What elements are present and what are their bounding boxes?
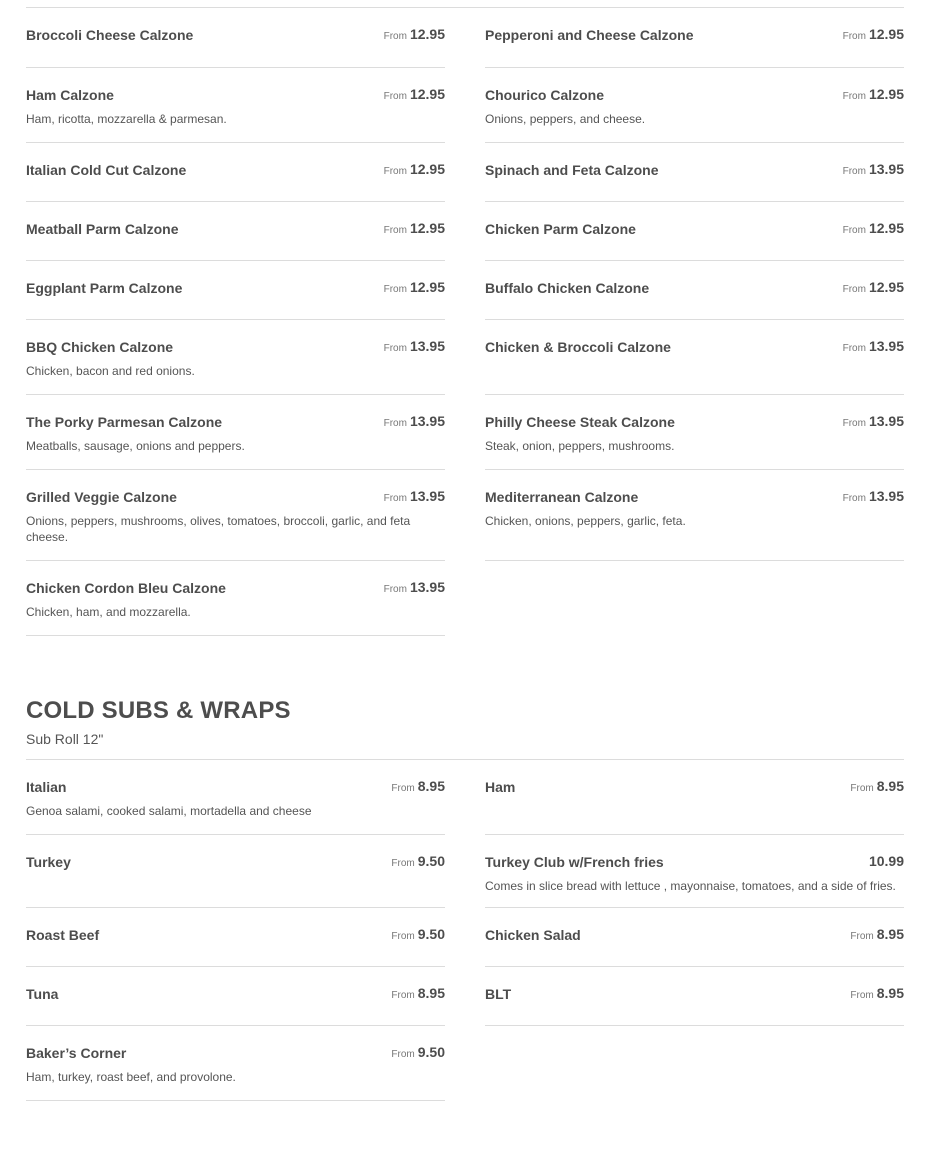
menu-item-price <box>384 86 445 105</box>
price-value: 8.95 <box>876 926 904 942</box>
menu-item[interactable] <box>26 967 445 1026</box>
menu-item-name: Roast Beef <box>26 927 100 943</box>
menu-item[interactable] <box>26 68 445 143</box>
menu-item-price <box>391 1044 445 1063</box>
menu-item-price <box>850 778 904 797</box>
menu-item-description: Onions, peppers, mushrooms, olives, tomatoes, broccoli, garlic, and feta cheese. <box>26 514 411 544</box>
cold-subs-section <box>26 697 904 1101</box>
menu-item-price <box>843 338 904 357</box>
menu-item-name: Grilled Veggie Calzone <box>26 489 177 505</box>
menu-item[interactable] <box>26 261 445 320</box>
price-from-label: From <box>842 343 866 354</box>
menu-item-price <box>391 778 445 797</box>
price-value: 12.95 <box>409 161 445 177</box>
price-value: 12.95 <box>868 86 904 102</box>
price-value: 9.50 <box>417 853 445 869</box>
menu-item-price <box>843 26 904 45</box>
menu-item[interactable] <box>26 561 445 636</box>
menu-item-description: Meatballs, sausage, onions and peppers. <box>26 439 245 453</box>
price-value: 13.95 <box>868 488 904 504</box>
price-value: 8.95 <box>417 778 445 794</box>
calzone-section <box>26 0 904 636</box>
cold-subs-column-left <box>26 760 445 1101</box>
menu-item-name: Turkey Club w/French fries <box>485 854 664 870</box>
menu-item-name: Turkey <box>26 854 71 870</box>
menu-item[interactable] <box>485 8 904 68</box>
menu-item-description: Chicken, onions, peppers, garlic, feta. <box>485 514 686 528</box>
menu-item-price <box>843 488 904 507</box>
menu-item-description: Ham, turkey, roast beef, and provolone. <box>26 1070 236 1084</box>
menu-item-description: Comes in slice bread with lettuce , mayonnaise, tomatoes, and a side of fries. <box>485 879 896 893</box>
menu-item-name: Chicken Salad <box>485 927 581 943</box>
price-value: 13.95 <box>409 338 445 354</box>
price-from-label: From <box>842 225 866 236</box>
price-value: 13.95 <box>868 338 904 354</box>
cold-subs-column-right <box>485 760 904 1101</box>
price-value: 12.95 <box>409 26 445 42</box>
price-from-label: From <box>383 284 407 295</box>
price-from-label: From <box>850 931 874 942</box>
price-value: 13.95 <box>868 413 904 429</box>
price-value: 9.50 <box>417 1044 445 1060</box>
menu-item-price <box>384 220 445 239</box>
price-from-label: From <box>383 418 407 429</box>
menu-item[interactable] <box>26 395 445 470</box>
menu-item-description: Chicken, ham, and mozzarella. <box>26 605 191 619</box>
price-value: 12.95 <box>868 220 904 236</box>
menu-item[interactable] <box>485 202 904 261</box>
menu-item-price <box>384 488 445 507</box>
price-value: 13.95 <box>409 488 445 504</box>
menu-item-description: Genoa salami, cooked salami, mortadella and cheese <box>26 804 312 818</box>
price-from-label: From <box>842 166 866 177</box>
price-value: 12.95 <box>409 220 445 236</box>
price-from-label: From <box>391 858 415 869</box>
menu-item[interactable] <box>485 967 904 1026</box>
price-from-label: From <box>383 584 407 595</box>
price-from-label: From <box>391 783 415 794</box>
menu-item-price <box>384 338 445 357</box>
menu-item[interactable] <box>26 8 445 68</box>
menu-item-name: Tuna <box>26 986 59 1002</box>
price-value: 12.95 <box>868 279 904 295</box>
menu-item-name: Ham <box>485 779 516 795</box>
menu-item-price <box>843 161 904 180</box>
menu-item-name: Baker’s Corner <box>26 1045 127 1061</box>
menu-item-name: Ham Calzone <box>26 87 114 103</box>
menu-item-price <box>384 279 445 298</box>
calzone-column-right <box>485 8 904 636</box>
menu-item-price <box>843 279 904 298</box>
menu-item-description: Chicken, bacon and red onions. <box>26 364 195 378</box>
menu-item[interactable] <box>26 202 445 261</box>
price-from-label: From <box>842 284 866 295</box>
section-title: COLD SUBS & WRAPS <box>26 697 291 724</box>
price-value: 13.95 <box>409 579 445 595</box>
price-from-label: From <box>842 91 866 102</box>
menu-item-name: BBQ Chicken Calzone <box>26 339 174 355</box>
menu-item-price <box>843 220 904 239</box>
menu-item-name: Meatball Parm Calzone <box>26 221 179 237</box>
price-from-label: From <box>842 493 866 504</box>
menu-item[interactable] <box>485 908 904 967</box>
price-from-label: From <box>842 418 866 429</box>
price-value: 12.95 <box>409 279 445 295</box>
section-subtitle: Sub Roll 12" <box>26 731 104 747</box>
menu-item-price <box>391 926 445 945</box>
price-value: 8.95 <box>417 985 445 1001</box>
menu-item-name: Chourico Calzone <box>485 87 605 103</box>
menu-item-name: Pepperoni and Cheese Calzone <box>485 27 694 43</box>
menu-item-description: Onions, peppers, and cheese. <box>485 112 646 126</box>
menu-item[interactable] <box>26 320 445 395</box>
menu-item-price <box>850 926 904 945</box>
price-from-label: From <box>383 225 407 236</box>
menu-item-name: Chicken Parm Calzone <box>485 221 636 237</box>
price-from-label: From <box>391 931 415 942</box>
menu-item[interactable] <box>26 760 445 835</box>
menu-item[interactable] <box>485 68 904 143</box>
price-from-label: From <box>383 493 407 504</box>
menu-item[interactable] <box>485 760 904 835</box>
menu-item-name: Italian Cold Cut Calzone <box>26 162 187 178</box>
price-from-label: From <box>391 990 415 1001</box>
menu-item-price <box>850 985 904 1004</box>
menu-item-name: Italian <box>26 779 67 795</box>
price-value: 13.95 <box>409 413 445 429</box>
menu-item[interactable] <box>26 470 445 561</box>
menu-item-name: Buffalo Chicken Calzone <box>485 280 650 296</box>
calzone-column-left <box>26 8 445 636</box>
price-from-label: From <box>842 31 866 42</box>
price-value: 12.95 <box>409 86 445 102</box>
menu-item[interactable] <box>485 835 904 908</box>
price-value: 8.95 <box>876 985 904 1001</box>
menu-item-price <box>384 161 445 180</box>
menu-item[interactable] <box>485 143 904 202</box>
menu-item[interactable] <box>485 395 904 470</box>
menu-item-name: Chicken & Broccoli Calzone <box>485 339 671 355</box>
menu-item-name: The Porky Parmesan Calzone <box>26 414 223 430</box>
menu-item-name: Spinach and Feta Calzone <box>485 162 659 178</box>
menu-item[interactable] <box>485 261 904 320</box>
menu-item-name: Broccoli Cheese Calzone <box>26 27 194 43</box>
menu-item-name: Mediterranean Calzone <box>485 489 639 505</box>
menu-item-description: Ham, ricotta, mozzarella & parmesan. <box>26 112 227 126</box>
menu-item-price <box>384 579 445 598</box>
menu-item-price <box>869 853 904 870</box>
price-from-label: From <box>383 31 407 42</box>
menu-item-name: Philly Cheese Steak Calzone <box>485 414 675 430</box>
price-value: 10.99 <box>868 853 904 869</box>
price-value: 13.95 <box>868 161 904 177</box>
price-value: 8.95 <box>876 778 904 794</box>
menu-item-price <box>391 985 445 1004</box>
menu-item-price <box>843 86 904 105</box>
price-from-label: From <box>391 1049 415 1060</box>
menu-item-price <box>391 853 445 872</box>
menu-item-price <box>843 413 904 432</box>
menu-item[interactable] <box>26 835 445 908</box>
menu-item[interactable] <box>26 1026 445 1101</box>
price-from-label: From <box>383 166 407 177</box>
price-from-label: From <box>383 91 407 102</box>
menu-item[interactable] <box>485 470 904 561</box>
menu-item-name: Chicken Cordon Bleu Calzone <box>26 580 226 596</box>
menu-item-description: Steak, onion, peppers, mushrooms. <box>485 439 675 453</box>
menu-item[interactable] <box>26 143 445 202</box>
menu-item-name: BLT <box>485 986 512 1002</box>
menu-item[interactable] <box>26 908 445 967</box>
menu-item[interactable] <box>485 320 904 395</box>
price-from-label: From <box>850 783 874 794</box>
menu-item-price <box>384 26 445 45</box>
price-from-label: From <box>383 343 407 354</box>
price-value: 9.50 <box>417 926 445 942</box>
menu-item-name: Eggplant Parm Calzone <box>26 280 183 296</box>
price-value: 12.95 <box>868 26 904 42</box>
menu-item-price <box>384 413 445 432</box>
price-from-label: From <box>850 990 874 1001</box>
